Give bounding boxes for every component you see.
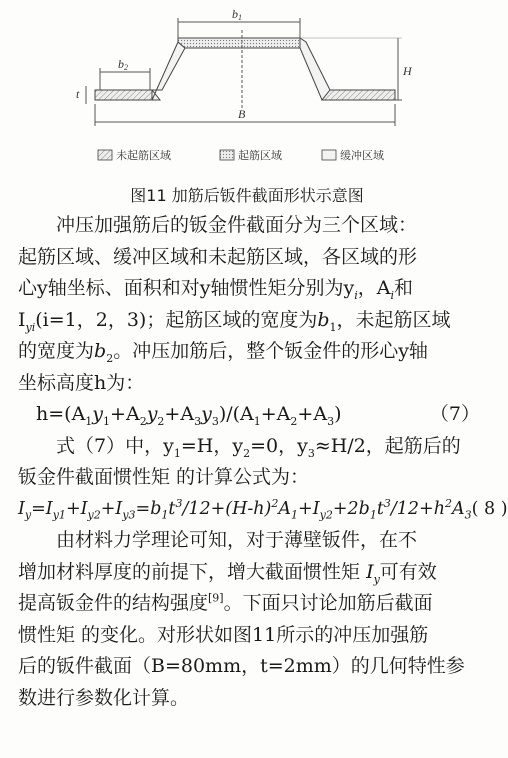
left-transition-region bbox=[152, 42, 185, 100]
legend-swatch-unribbed bbox=[98, 150, 112, 160]
text-line-1: 冲压加强筋后的钣金件截面分为三个区域： bbox=[56, 214, 418, 236]
text-line-8: 钣金件截面惯性矩 的计算公式为： bbox=[18, 466, 310, 488]
left-flat-region bbox=[95, 90, 152, 100]
right-flat-region bbox=[322, 90, 395, 100]
text-line-7: 式（7）中，$y_1=H$，$y_2=0$，$y_3\approx H/2$，起筋后的 bbox=[56, 434, 461, 460]
text-line-5: 的宽度为$b_2$。冲压加筋后，整个钣金件的形心y轴 bbox=[18, 340, 428, 365]
dim-t-label: t bbox=[76, 87, 80, 101]
text-line-4: $I_{yi}(i=1$，2，3)；起筋区域的宽度为$b_1$，未起筋区域 bbox=[18, 308, 451, 334]
body-text bbox=[18, 210, 508, 714]
figure-caption: 图11 加筋后钣件截面形状示意图 bbox=[130, 186, 364, 205]
equation-7-number: （7） bbox=[429, 403, 480, 425]
text-line-10: 增加材料厚度的前提下，增大截面惯性矩 $I_y$可有效 bbox=[18, 560, 437, 586]
legend-swatch-transition bbox=[322, 150, 336, 160]
equation-8-number: ( 8 ) bbox=[471, 498, 508, 519]
top-rib-region bbox=[178, 38, 300, 48]
legend-label-rib: 起筋区域 bbox=[238, 149, 282, 162]
text-line-9: 由材料力学理论可知，对于薄壁钣件，在不 bbox=[56, 529, 418, 551]
text-line-13: 后的钣件截面（B=80mm，t=2mm）的几何特性参 bbox=[18, 655, 465, 677]
text-line-6: 坐标高度h为： bbox=[18, 371, 145, 394]
dim-H-label: H bbox=[403, 64, 412, 78]
legend-label-transition: 缓冲区域 bbox=[340, 149, 384, 162]
legend-label-unribbed: 未起筋区域 bbox=[116, 149, 171, 162]
section-figure bbox=[0, 0, 494, 175]
text-line-2: 起筋区域、缓冲区域和未起筋区域，各区域的形 bbox=[18, 245, 418, 268]
dim-B-label: B bbox=[238, 107, 246, 121]
text-line-14: 数进行参数化计算。 bbox=[18, 686, 190, 709]
dim-b2-label: b2 bbox=[118, 57, 128, 72]
text-line-3: 心y轴坐标、面积和对y轴惯性矩分别为$y_i$，$A_i$和 bbox=[18, 277, 414, 302]
equation-8: $I_y=I_{y1}+I_{y2}+I_{y3}=b_1t^3/12+(H-h)^2A_1+I_{y2}+2b_1t^3/12+h^2A_3$ ( 8 ) bbox=[18, 494, 480, 526]
equation-7: $h=(A_1y_1+A_2y_2+A_3y_3)/(A_1+A_2+A_3)$ （7） bbox=[18, 399, 480, 431]
dim-b1-label: b1 bbox=[232, 7, 242, 22]
text-line-11: 提高钣金件的结构强度[9]。下面只讨论加筋后截面 bbox=[18, 591, 433, 614]
text-line-12: 惯性矩 的变化。对形状如图11所示的冲压加强筋 bbox=[18, 623, 429, 646]
legend-swatch-rib bbox=[220, 150, 234, 160]
